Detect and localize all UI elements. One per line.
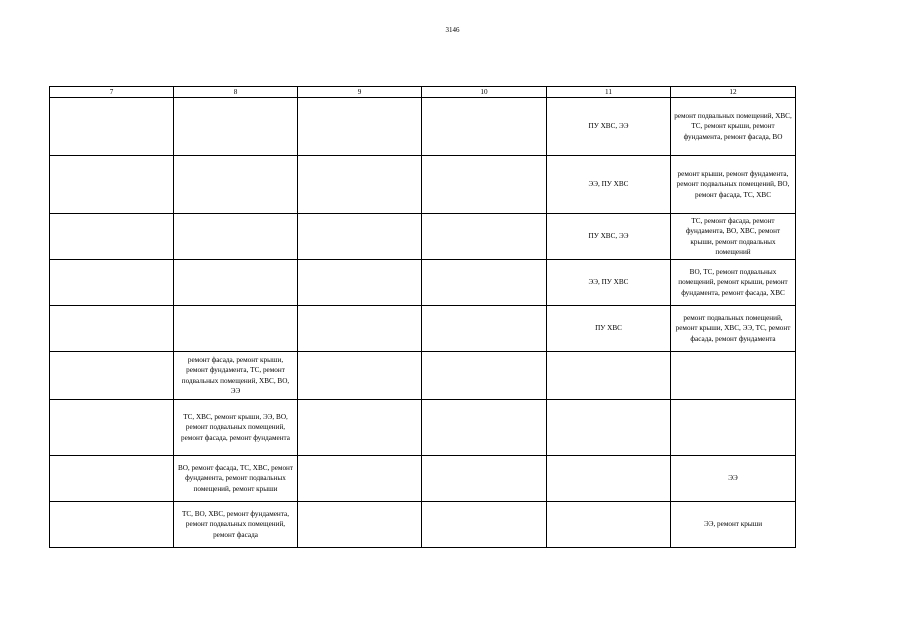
table-cell: ремонт подвальных помещений, ремонт крыши, ХВС, ЭЭ, ТС, ремонт фасада, ремонт фундамента bbox=[671, 306, 796, 352]
table-cell bbox=[298, 306, 422, 352]
table-cell bbox=[298, 502, 422, 548]
column-header: 9 bbox=[298, 87, 422, 98]
table-cell bbox=[50, 502, 174, 548]
table-cell: ЭЭ, ПУ ХВС bbox=[547, 260, 671, 306]
table-cell bbox=[50, 306, 174, 352]
table-cell: ПУ ХВС, ЭЭ bbox=[547, 98, 671, 156]
table-cell bbox=[547, 502, 671, 548]
data-table bbox=[49, 86, 796, 548]
table-cell bbox=[174, 156, 298, 214]
table-row bbox=[50, 214, 796, 260]
table-cell bbox=[671, 400, 796, 456]
table-cell bbox=[422, 98, 547, 156]
table-cell bbox=[50, 456, 174, 502]
table-cell bbox=[50, 214, 174, 260]
table-cell: ТС, ХВС, ремонт крыши, ЭЭ, ВО, ремонт подвальных помещений, ремонт фасада, ремонт фундамента bbox=[174, 400, 298, 456]
table-cell bbox=[50, 260, 174, 306]
table-cell bbox=[298, 400, 422, 456]
table-cell: ремонт подвальных помещений, ХВС, ТС, ремонт крыши, ремонт фундамента, ремонт фасада, ВО bbox=[671, 98, 796, 156]
table-cell: ТС, ремонт фасада, ремонт фундамента, ВО, ХВС, ремонт крыши, ремонт подвальных помещений bbox=[671, 214, 796, 260]
table-cell: ВО, ремонт фасада, ТС, ХВС, ремонт фундамента, ремонт подвальных помещений, ремонт крыши bbox=[174, 456, 298, 502]
header-row bbox=[50, 87, 796, 98]
table-cell bbox=[422, 456, 547, 502]
table-cell bbox=[547, 400, 671, 456]
column-header: 12 bbox=[671, 87, 796, 98]
table-cell bbox=[671, 352, 796, 400]
table-cell bbox=[422, 156, 547, 214]
table-cell bbox=[174, 306, 298, 352]
table-cell bbox=[298, 156, 422, 214]
table-cell bbox=[174, 260, 298, 306]
table-row bbox=[50, 502, 796, 548]
table-cell bbox=[422, 400, 547, 456]
table-cell bbox=[547, 456, 671, 502]
table-cell bbox=[50, 156, 174, 214]
table-cell bbox=[422, 352, 547, 400]
table-cell bbox=[298, 214, 422, 260]
table-cell bbox=[50, 400, 174, 456]
table-cell: ЭЭ bbox=[671, 456, 796, 502]
column-header: 10 bbox=[422, 87, 547, 98]
table-cell: ВО, ТС, ремонт подвальных помещений, ремонт крыши, ремонт фундамента, ремонт фасада, ХВС bbox=[671, 260, 796, 306]
column-header: 7 bbox=[50, 87, 174, 98]
table-row bbox=[50, 400, 796, 456]
table-row bbox=[50, 456, 796, 502]
table-cell: ремонт фасада, ремонт крыши, ремонт фундамента, ТС, ремонт подвальных помещений, ХВС, ВО, ЭЭ bbox=[174, 352, 298, 400]
table-cell bbox=[298, 456, 422, 502]
table-cell bbox=[50, 352, 174, 400]
column-header: 8 bbox=[174, 87, 298, 98]
table-cell bbox=[298, 98, 422, 156]
table-row bbox=[50, 156, 796, 214]
table-cell bbox=[422, 502, 547, 548]
table-row bbox=[50, 352, 796, 400]
table-cell bbox=[174, 98, 298, 156]
page-number: 3146 bbox=[445, 26, 460, 34]
table-cell bbox=[298, 260, 422, 306]
table-row bbox=[50, 260, 796, 306]
table-cell bbox=[174, 214, 298, 260]
table-cell: ЭЭ, ремонт крыши bbox=[671, 502, 796, 548]
table-row bbox=[50, 98, 796, 156]
table-cell: ПУ ХВС bbox=[547, 306, 671, 352]
table-cell bbox=[50, 98, 174, 156]
table-cell: ЭЭ, ПУ ХВС bbox=[547, 156, 671, 214]
column-header: 11 bbox=[547, 87, 671, 98]
table-cell bbox=[422, 260, 547, 306]
table-cell: ТС, ВО, ХВС, ремонт фундамента, ремонт подвальных помещений, ремонт фасада bbox=[174, 502, 298, 548]
table-cell bbox=[298, 352, 422, 400]
table-cell bbox=[547, 352, 671, 400]
table-cell bbox=[422, 306, 547, 352]
table-row bbox=[50, 306, 796, 352]
table-cell: ремонт крыши, ремонт фундамента, ремонт подвальных помещений, ВО, ремонт фасада, ТС, ХВС bbox=[671, 156, 796, 214]
table-cell: ПУ ХВС, ЭЭ bbox=[547, 214, 671, 260]
table-cell bbox=[422, 214, 547, 260]
